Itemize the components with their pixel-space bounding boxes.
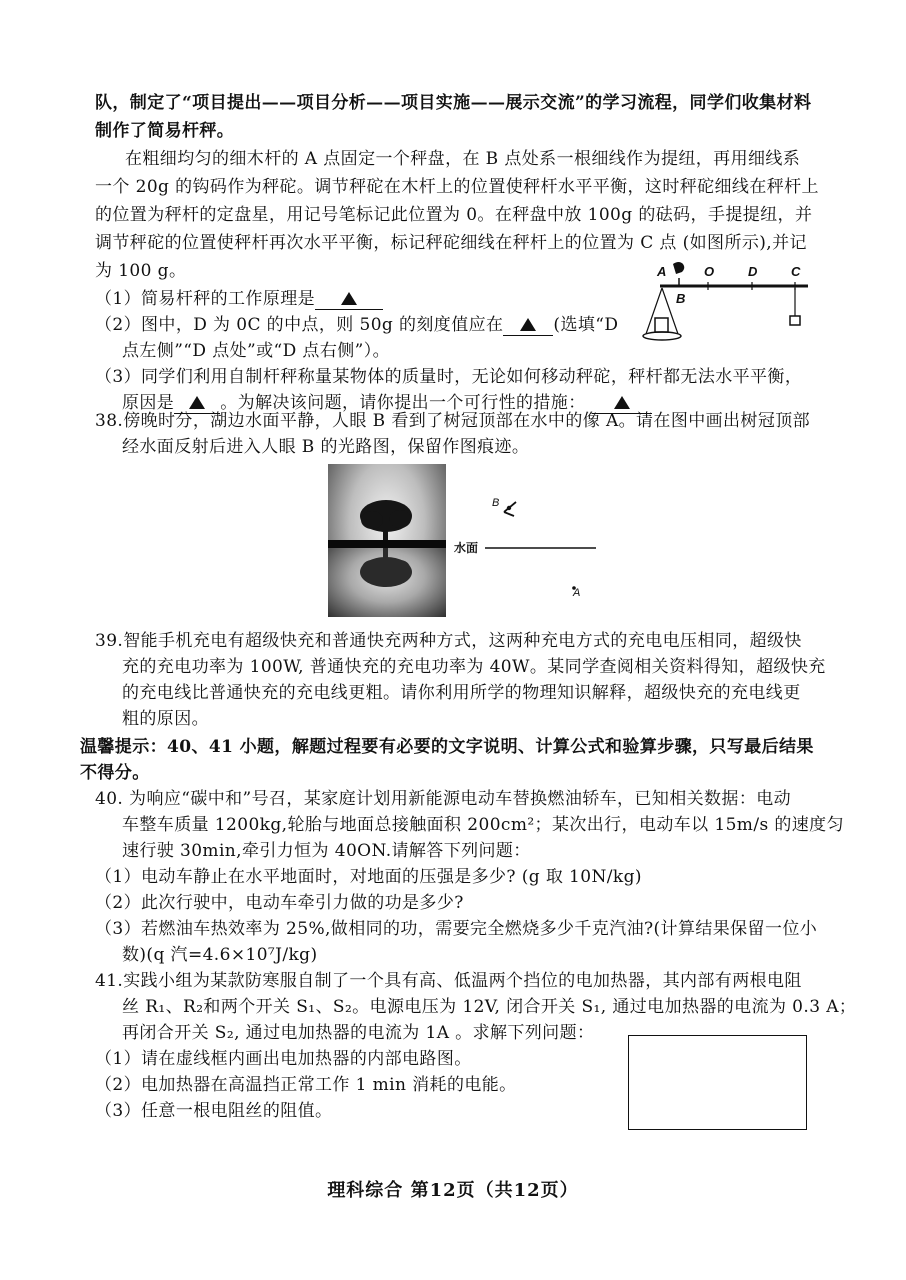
- intro-para-1: 在粗细均匀的细木杆的 A 点固定一个秤盘，在 B 点处系一根细线作为提纽，再用细线系: [125, 149, 801, 169]
- eye-pupil: [507, 506, 511, 510]
- pan-string-left: [646, 288, 662, 334]
- label-a: A: [573, 587, 581, 599]
- label-d: D: [748, 264, 758, 279]
- q37-sub-2-options: (选填“D: [553, 315, 619, 335]
- q38-line-1: 38.傍晚时分，湖边水面平静，人眼 B 看到了树冠顶部在水中的像 A。请在图中画出树冠顶部: [95, 411, 811, 431]
- label-a: A: [657, 264, 667, 279]
- hand-icon: [673, 262, 684, 274]
- q37-sub-3-reason-label: 原因是: [122, 393, 175, 413]
- q40-line-3: 速行驶 30min,牵引力恒为 40ON.请解答下列问题：: [122, 841, 531, 861]
- intro-para-5: 为 100 g。: [95, 261, 187, 281]
- q40-line-2: 车整车质量 1200kg,轮胎与地面总接触面积 200cm²；某次出行，电动车以 15m/s 的速度匀: [122, 815, 844, 835]
- q41-line-3: 再闭合开关 S₂, 通过电加热器的电流为 1A 。求解下列问题：: [122, 1023, 595, 1043]
- tip-line-2: 不得分。: [80, 763, 150, 783]
- q40-sub-3-cont: 数)(q 汽=4.6×10⁷J/kg): [122, 945, 318, 965]
- q37-sub-3-measure-label: 。为解决该问题，请你提出一个可行性的措施：: [220, 393, 586, 413]
- tree-reflection-photo: [328, 464, 446, 617]
- q37-sub-1-text: （1）简易杆秤的工作原理是: [95, 289, 316, 309]
- triangle-icon: [614, 396, 630, 409]
- q38-line-2: 经水面反射后进入人眼 B 的光路图，保留作图痕迹。: [122, 437, 530, 457]
- triangle-icon: [520, 318, 536, 331]
- page-footer: 理科综合 第12页（共12页）: [327, 1180, 579, 1201]
- q40-sub-3: （3）若燃油车热效率为 25%,做相同的功，需要完全燃烧多少千克汽油?(计算结果保留一位小: [95, 919, 818, 939]
- intro-para-4: 调节秤砣的位置使秤杆再次水平平衡，标记秤砣细线在秤杆上的位置为 C 点 (如图所示),并记: [95, 233, 807, 253]
- counterweight: [790, 316, 800, 325]
- q41-sub-1: （1）请在虚线框内画出电加热器的内部电路图。: [95, 1049, 472, 1069]
- intro-para-2: 一个 20g 的钩码作为秤砣。调节秤砣在木杆上的位置使秤杆水平平衡，这时秤砣细线在秤杆上: [95, 177, 819, 197]
- q41-line-2: 丝 R₁、R₂和两个开关 S₁、S₂。电源电压为 12V, 闭合开关 S₁, 通过电加热器的电流为 0.3 A；: [122, 997, 857, 1017]
- q41-line-1: 41.实践小组为某款防寒服自制了一个具有高、低温两个挡位的电加热器，其内部有两根电阻: [95, 971, 802, 991]
- answer-blank: [503, 315, 553, 336]
- tip-line-1: 温馨提示：40、41 小题，解题过程要有必要的文字说明、计算公式和验算步骤，只写最后结果: [80, 737, 814, 757]
- label-b: B: [492, 497, 500, 509]
- q39-line-1: 39.智能手机充电有超级快充和普通快充两种方式，这两种充电方式的充电电压相同，超级快: [95, 631, 802, 651]
- intro-para-3: 的位置为秤杆的定盘星，用记号笔标记此位置为 0。在秤盘中放 100g 的砝码，手提提纽，并: [95, 205, 813, 225]
- q40-sub-1: （1）电动车静止在水平地面时，对地面的压强是多少? (g 取 10N/kg): [95, 867, 642, 887]
- intro-line-2: 制作了简易杆秤。: [95, 121, 235, 141]
- q37-sub-2-text: （2）图中，D 为 0C 的中点，则 50g 的刻度值应在: [95, 315, 504, 335]
- circuit-drawing-box[interactable]: [628, 1035, 807, 1130]
- scale-pan: [643, 332, 681, 340]
- q39-line-2: 充的充电功率为 100W, 普通快充的充电功率为 40W。某同学查阅相关资料得知，超级快充: [122, 657, 826, 677]
- q41-sub-2: （2）电加热器在高温挡正常工作 1 min 消耗的电能。: [95, 1075, 517, 1095]
- q39-line-3: 的充电线比普通快充的充电线更粗。请你利用所学的物理知识解释，超级快充的充电线更: [122, 683, 801, 703]
- label-b: B: [676, 291, 686, 306]
- q37-sub-1: [95, 288, 383, 310]
- q40-sub-2: （2）此次行驶中，电动车牵引力做的功是多少?: [95, 893, 464, 913]
- weight-in-pan: [655, 318, 668, 332]
- q37-sub-2: [95, 314, 618, 336]
- answer-blank: [315, 289, 383, 310]
- light-path-diagram: [450, 480, 610, 610]
- q40-line-1: 40. 为响应“碳中和”号召，某家庭计划用新能源电动车替换燃油轿车，已知相关数据：电动: [95, 789, 792, 809]
- label-o: O: [704, 264, 715, 279]
- label-c: C: [791, 264, 801, 279]
- triangle-icon: [341, 292, 357, 305]
- steelyard-diagram: [640, 258, 830, 348]
- q37-sub-2-cont: 点左侧”“D 点处”或“D 点右侧”）。: [122, 341, 391, 361]
- triangle-icon: [189, 396, 205, 409]
- intro-line-1: 队，制定了“项目提出——项目分析——项目实施——展示交流”的学习流程，同学们收集材料: [95, 93, 812, 113]
- q39-line-4: 粗的原因。: [122, 709, 209, 729]
- q41-sub-3: （3）任意一根电阻丝的阻值。: [95, 1101, 333, 1121]
- q37-sub-3: （3）同学们利用自制杆秤称量某物体的质量时，无论如何移动秤砣，秤杆都无法水平平衡，: [95, 367, 803, 387]
- water-label: 水面: [454, 541, 479, 555]
